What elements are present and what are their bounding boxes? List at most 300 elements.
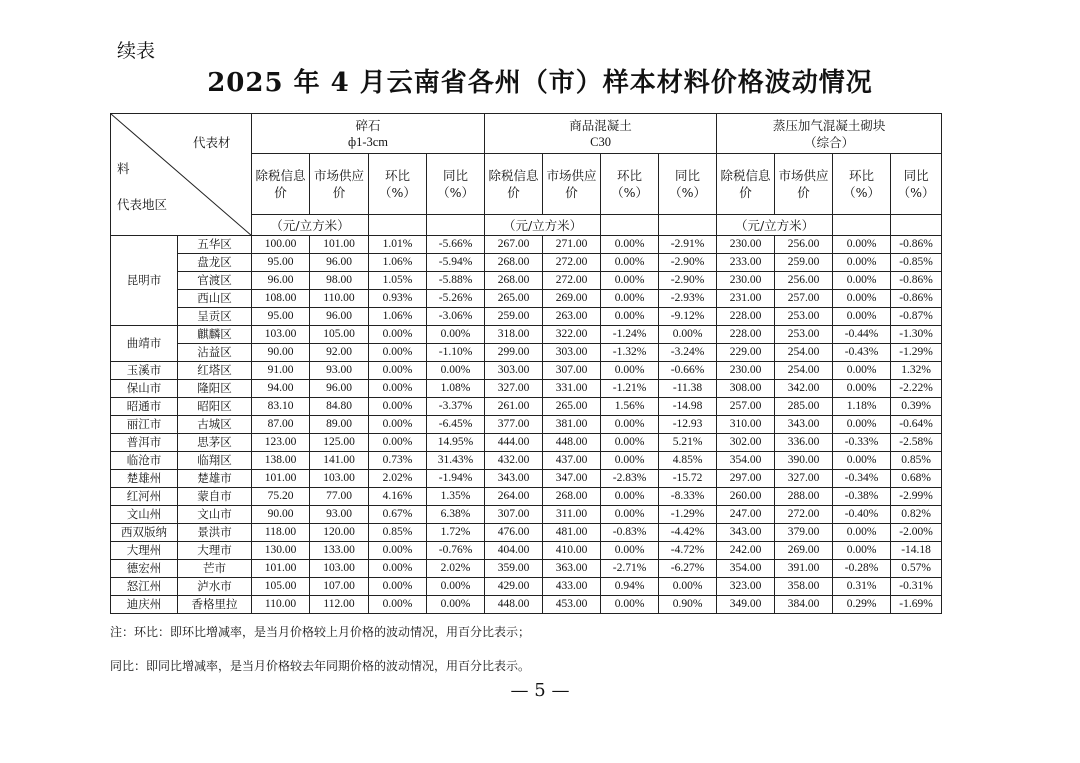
unit-label: （元/立方米） (485, 215, 601, 236)
col-label: 同比 (903, 168, 929, 183)
value-cell: 391.00 (775, 560, 833, 578)
value-cell: 228.00 (717, 308, 775, 326)
value-cell: 307.00 (485, 506, 543, 524)
value-cell: 96.00 (252, 272, 310, 290)
value-cell: 0.00% (833, 290, 891, 308)
value-cell: 1.35% (427, 488, 485, 506)
value-cell: 0.00% (601, 488, 659, 506)
col-label: 环比 (617, 168, 643, 183)
value-cell: 310.00 (717, 416, 775, 434)
value-cell: 272.00 (775, 506, 833, 524)
city-cell: 昆明市 (111, 236, 178, 326)
value-cell: 0.00% (369, 344, 427, 362)
value-cell: 349.00 (717, 596, 775, 614)
col-label: 同比 (675, 168, 701, 183)
value-cell: 0.00% (659, 326, 717, 344)
value-cell: 1.06% (369, 254, 427, 272)
value-cell: 256.00 (775, 236, 833, 254)
empty-cell (427, 215, 485, 236)
value-cell: 123.00 (252, 434, 310, 452)
district-cell: 蒙自市 (178, 488, 252, 506)
value-cell: 303.00 (485, 362, 543, 380)
value-cell: 437.00 (543, 452, 601, 470)
value-cell: 6.38% (427, 506, 485, 524)
value-cell: 288.00 (775, 488, 833, 506)
value-cell: 297.00 (717, 470, 775, 488)
value-cell: -14.98 (659, 398, 717, 416)
value-cell: 363.00 (543, 560, 601, 578)
value-cell: 105.00 (252, 578, 310, 596)
table-row (111, 578, 942, 596)
value-cell: 429.00 (485, 578, 543, 596)
value-cell: 1.05% (369, 272, 427, 290)
value-cell: 230.00 (717, 272, 775, 290)
value-cell: 0.00% (601, 596, 659, 614)
value-cell: 390.00 (775, 452, 833, 470)
value-cell: 254.00 (775, 362, 833, 380)
value-cell: 271.00 (543, 236, 601, 254)
col-yoy (427, 154, 485, 215)
col-tax-price: 除税信息价 (485, 154, 543, 215)
value-cell: 0.82% (891, 506, 942, 524)
district-cell: 五华区 (178, 236, 252, 254)
value-cell: 96.00 (310, 380, 369, 398)
value-cell: 91.00 (252, 362, 310, 380)
col-pct: （%） (669, 185, 706, 200)
unit-label: （元/立方米） (252, 215, 369, 236)
value-cell: -1.29% (891, 344, 942, 362)
value-cell: -12.93 (659, 416, 717, 434)
value-cell: 263.00 (543, 308, 601, 326)
value-cell: 103.00 (310, 470, 369, 488)
city-cell: 保山市 (111, 380, 178, 398)
group-spec: C30 (590, 134, 611, 149)
unit-label: （元/立方米） (717, 215, 833, 236)
district-cell: 古城区 (178, 416, 252, 434)
value-cell: 269.00 (775, 542, 833, 560)
value-cell: 1.56% (601, 398, 659, 416)
table-row (111, 452, 942, 470)
value-cell: 75.20 (252, 488, 310, 506)
value-cell: -0.33% (833, 434, 891, 452)
continued-label: 续表 (117, 40, 156, 62)
value-cell: 230.00 (717, 362, 775, 380)
value-cell: 0.00% (369, 542, 427, 560)
value-cell: 0.00% (369, 326, 427, 344)
value-cell: 331.00 (543, 380, 601, 398)
city-cell: 丽江市 (111, 416, 178, 434)
value-cell: 0.00% (833, 380, 891, 398)
col-label: 环比 (384, 168, 410, 183)
header-liao-label: 料 (117, 161, 130, 176)
value-cell: -2.22% (891, 380, 942, 398)
value-cell: -0.86% (891, 272, 942, 290)
value-cell: 0.00% (833, 236, 891, 254)
value-cell: 0.00% (369, 578, 427, 596)
value-cell: 141.00 (310, 452, 369, 470)
value-cell: -0.76% (427, 542, 485, 560)
value-cell: 14.95% (427, 434, 485, 452)
value-cell: 1.72% (427, 524, 485, 542)
empty-cell (833, 215, 891, 236)
district-cell: 思茅区 (178, 434, 252, 452)
table-row (111, 326, 942, 344)
table-row (111, 380, 942, 398)
value-cell: -3.24% (659, 344, 717, 362)
header-material-label: 代表材 (193, 135, 231, 150)
note-yoy: 同比：即同比增减率，是当月价格较去年同期价格的波动情况，用百分比表示。 (110, 659, 531, 673)
value-cell: 31.43% (427, 452, 485, 470)
value-cell: 265.00 (485, 290, 543, 308)
value-cell: 107.00 (310, 578, 369, 596)
value-cell: 1.08% (427, 380, 485, 398)
value-cell: 133.00 (310, 542, 369, 560)
value-cell: -0.85% (891, 254, 942, 272)
value-cell: 381.00 (543, 416, 601, 434)
value-cell: -0.40% (833, 506, 891, 524)
value-cell: 0.93% (369, 290, 427, 308)
value-cell: -1.24% (601, 326, 659, 344)
value-cell: 323.00 (717, 578, 775, 596)
value-cell: 347.00 (543, 470, 601, 488)
district-cell: 香格里拉 (178, 596, 252, 614)
value-cell: 0.00% (369, 416, 427, 434)
value-cell: 0.00% (427, 578, 485, 596)
value-cell: 257.00 (775, 290, 833, 308)
value-cell: 404.00 (485, 542, 543, 560)
table-row (111, 416, 942, 434)
city-cell: 曲靖市 (111, 326, 178, 362)
value-cell: -0.86% (891, 290, 942, 308)
value-cell: 0.00% (601, 362, 659, 380)
value-cell: 432.00 (485, 452, 543, 470)
value-cell: 0.00% (369, 362, 427, 380)
value-cell: 0.85% (369, 524, 427, 542)
col-pct: （%） (379, 185, 416, 200)
col-pct: （%） (897, 185, 935, 200)
value-cell: -5.94% (427, 254, 485, 272)
page-number: — 5 — (510, 680, 570, 701)
city-cell: 文山州 (111, 506, 178, 524)
value-cell: 0.00% (601, 272, 659, 290)
value-cell: 261.00 (485, 398, 543, 416)
value-cell: 0.73% (369, 452, 427, 470)
value-cell: 267.00 (485, 236, 543, 254)
value-cell: -2.90% (659, 272, 717, 290)
value-cell: 327.00 (775, 470, 833, 488)
value-cell: 256.00 (775, 272, 833, 290)
empty-cell (601, 215, 659, 236)
value-cell: 268.00 (485, 272, 543, 290)
district-cell: 红塔区 (178, 362, 252, 380)
value-cell: 343.00 (485, 470, 543, 488)
city-cell: 德宏州 (111, 560, 178, 578)
value-cell: 89.00 (310, 416, 369, 434)
value-cell: 138.00 (252, 452, 310, 470)
value-cell: 231.00 (717, 290, 775, 308)
value-cell: -9.12% (659, 308, 717, 326)
value-cell: 242.00 (717, 542, 775, 560)
value-cell: -6.27% (659, 560, 717, 578)
table-row (111, 560, 942, 578)
value-cell: 307.00 (543, 362, 601, 380)
value-cell: 354.00 (717, 560, 775, 578)
value-cell: 327.00 (485, 380, 543, 398)
value-cell: 384.00 (775, 596, 833, 614)
value-cell: 0.31% (833, 578, 891, 596)
group-name: 商品混凝土 (569, 117, 632, 133)
value-cell: 259.00 (485, 308, 543, 326)
city-cell: 迪庆州 (111, 596, 178, 614)
value-cell: -1.10% (427, 344, 485, 362)
value-cell: -0.64% (891, 416, 942, 434)
table-row (111, 470, 942, 488)
value-cell: 476.00 (485, 524, 543, 542)
district-cell: 景洪市 (178, 524, 252, 542)
value-cell: -4.42% (659, 524, 717, 542)
value-cell: 228.00 (717, 326, 775, 344)
value-cell: -3.37% (427, 398, 485, 416)
col-label: 同比 (443, 168, 469, 183)
value-cell: 1.06% (369, 308, 427, 326)
value-cell: 343.00 (775, 416, 833, 434)
district-cell: 麒麟区 (178, 326, 252, 344)
city-cell: 临沧市 (111, 452, 178, 470)
value-cell: 4.85% (659, 452, 717, 470)
value-cell: 0.00% (601, 236, 659, 254)
value-cell: 0.29% (833, 596, 891, 614)
district-cell: 大理市 (178, 542, 252, 560)
table-row (111, 254, 942, 272)
city-cell: 西双版纳 (111, 524, 178, 542)
col-tax-price: 除税信息价 (717, 154, 775, 215)
value-cell: 0.68% (891, 470, 942, 488)
col-pct: （%） (611, 185, 648, 200)
value-cell: 359.00 (485, 560, 543, 578)
value-cell: 0.00% (833, 254, 891, 272)
value-cell: 118.00 (252, 524, 310, 542)
value-cell: 0.00% (601, 290, 659, 308)
table-row (111, 488, 942, 506)
city-cell: 玉溪市 (111, 362, 178, 380)
price-table (110, 113, 942, 614)
value-cell: -0.28% (833, 560, 891, 578)
col-yoy (891, 154, 942, 215)
value-cell: 0.00% (833, 272, 891, 290)
group-concrete (485, 114, 717, 154)
value-cell: 0.00% (369, 434, 427, 452)
value-cell: 257.00 (717, 398, 775, 416)
city-cell: 怒江州 (111, 578, 178, 596)
value-cell: 0.00% (601, 452, 659, 470)
value-cell: -2.99% (891, 488, 942, 506)
value-cell: -1.32% (601, 344, 659, 362)
value-cell: -1.30% (891, 326, 942, 344)
table-row (111, 362, 942, 380)
value-cell: 93.00 (310, 506, 369, 524)
value-cell: 0.90% (659, 596, 717, 614)
value-cell: 410.00 (543, 542, 601, 560)
table-row (111, 596, 942, 614)
value-cell: -1.29% (659, 506, 717, 524)
value-cell: 342.00 (775, 380, 833, 398)
value-cell: 303.00 (543, 344, 601, 362)
table-row (111, 524, 942, 542)
city-cell: 普洱市 (111, 434, 178, 452)
value-cell: 0.00% (369, 380, 427, 398)
note-mom: 注：环比：即环比增减率，是当月价格较上月价格的波动情况，用百分比表示； (110, 625, 531, 639)
value-cell: 379.00 (775, 524, 833, 542)
value-cell: 0.39% (891, 398, 942, 416)
value-cell: -14.18 (891, 542, 942, 560)
district-cell: 泸水市 (178, 578, 252, 596)
value-cell: 311.00 (543, 506, 601, 524)
value-cell: 269.00 (543, 290, 601, 308)
value-cell: 0.00% (601, 506, 659, 524)
value-cell: 110.00 (310, 290, 369, 308)
value-cell: 0.00% (427, 596, 485, 614)
value-cell: 0.94% (601, 578, 659, 596)
value-cell: 1.01% (369, 236, 427, 254)
page-title: 2025 年 4 月云南省各州（市）样本材料价格波动情况 (207, 68, 873, 98)
district-cell: 呈贡区 (178, 308, 252, 326)
value-cell: 0.00% (833, 362, 891, 380)
value-cell: 285.00 (775, 398, 833, 416)
value-cell: 100.00 (252, 236, 310, 254)
value-cell: 0.67% (369, 506, 427, 524)
value-cell: -0.38% (833, 488, 891, 506)
value-cell: 90.00 (252, 506, 310, 524)
value-cell: 0.00% (833, 308, 891, 326)
group-aerated-block (717, 114, 942, 154)
col-tax-price: 除税信息价 (252, 154, 310, 215)
value-cell: 229.00 (717, 344, 775, 362)
district-cell: 文山市 (178, 506, 252, 524)
value-cell: 448.00 (543, 434, 601, 452)
value-cell: 110.00 (252, 596, 310, 614)
value-cell: 0.00% (601, 434, 659, 452)
value-cell: 105.00 (310, 326, 369, 344)
value-cell: 125.00 (310, 434, 369, 452)
value-cell: 96.00 (310, 308, 369, 326)
group-spec: ф1-3cm (348, 134, 389, 149)
value-cell: 253.00 (775, 308, 833, 326)
value-cell: -1.69% (891, 596, 942, 614)
value-cell: -11.38 (659, 380, 717, 398)
value-cell: 0.85% (891, 452, 942, 470)
diagonal-line (111, 114, 252, 236)
value-cell: -1.94% (427, 470, 485, 488)
value-cell: -0.83% (601, 524, 659, 542)
value-cell: 265.00 (543, 398, 601, 416)
value-cell: 101.00 (252, 560, 310, 578)
value-cell: 308.00 (717, 380, 775, 398)
table-row (111, 542, 942, 560)
value-cell: 354.00 (717, 452, 775, 470)
value-cell: 448.00 (485, 596, 543, 614)
value-cell: 268.00 (485, 254, 543, 272)
empty-cell (369, 215, 427, 236)
group-name: 碎石 (355, 117, 381, 133)
value-cell: -3.06% (427, 308, 485, 326)
value-cell: -8.33% (659, 488, 717, 506)
value-cell: 0.00% (601, 416, 659, 434)
city-cell: 大理州 (111, 542, 178, 560)
district-cell: 芒市 (178, 560, 252, 578)
value-cell: -5.88% (427, 272, 485, 290)
empty-cell (891, 215, 942, 236)
district-cell: 临翔区 (178, 452, 252, 470)
header-region-label: 代表地区 (117, 197, 168, 212)
value-cell: 433.00 (543, 578, 601, 596)
value-cell: -2.90% (659, 254, 717, 272)
value-cell: 343.00 (717, 524, 775, 542)
col-mom (601, 154, 659, 215)
table-row (111, 308, 942, 326)
value-cell: -2.91% (659, 236, 717, 254)
value-cell: -2.93% (659, 290, 717, 308)
value-cell: 120.00 (310, 524, 369, 542)
value-cell: 0.00% (833, 416, 891, 434)
value-cell: 299.00 (485, 344, 543, 362)
value-cell: 259.00 (775, 254, 833, 272)
value-cell: 233.00 (717, 254, 775, 272)
value-cell: 0.00% (369, 398, 427, 416)
value-cell: 254.00 (775, 344, 833, 362)
value-cell: 318.00 (485, 326, 543, 344)
city-cell: 红河州 (111, 488, 178, 506)
value-cell: 377.00 (485, 416, 543, 434)
value-cell: 481.00 (543, 524, 601, 542)
value-cell: 264.00 (485, 488, 543, 506)
value-cell: 0.00% (659, 578, 717, 596)
empty-cell (659, 215, 717, 236)
col-pct: （%） (843, 185, 880, 200)
table-row (111, 236, 942, 254)
table-row (111, 506, 942, 524)
value-cell: 94.00 (252, 380, 310, 398)
district-cell: 西山区 (178, 290, 252, 308)
value-cell: 322.00 (543, 326, 601, 344)
value-cell: 272.00 (543, 254, 601, 272)
value-cell: 130.00 (252, 542, 310, 560)
value-cell: 0.00% (369, 560, 427, 578)
value-cell: -0.87% (891, 308, 942, 326)
col-label: 环比 (849, 168, 875, 183)
col-mom (833, 154, 891, 215)
diagonal-header-cell (111, 114, 252, 236)
value-cell: 336.00 (775, 434, 833, 452)
value-cell: 230.00 (717, 236, 775, 254)
value-cell: 95.00 (252, 254, 310, 272)
group-name: 蒸压加气混凝土砌块 (772, 117, 886, 133)
value-cell: 108.00 (252, 290, 310, 308)
value-cell: 77.00 (310, 488, 369, 506)
city-cell: 昭通市 (111, 398, 178, 416)
table-row (111, 272, 942, 290)
value-cell: 0.00% (833, 452, 891, 470)
value-cell: 5.21% (659, 434, 717, 452)
value-cell: -5.26% (427, 290, 485, 308)
value-cell: -1.21% (601, 380, 659, 398)
value-cell: 0.00% (833, 542, 891, 560)
value-cell: 260.00 (717, 488, 775, 506)
value-cell: 0.57% (891, 560, 942, 578)
district-cell: 官渡区 (178, 272, 252, 290)
value-cell: -2.58% (891, 434, 942, 452)
value-cell: -6.45% (427, 416, 485, 434)
district-cell: 盘龙区 (178, 254, 252, 272)
